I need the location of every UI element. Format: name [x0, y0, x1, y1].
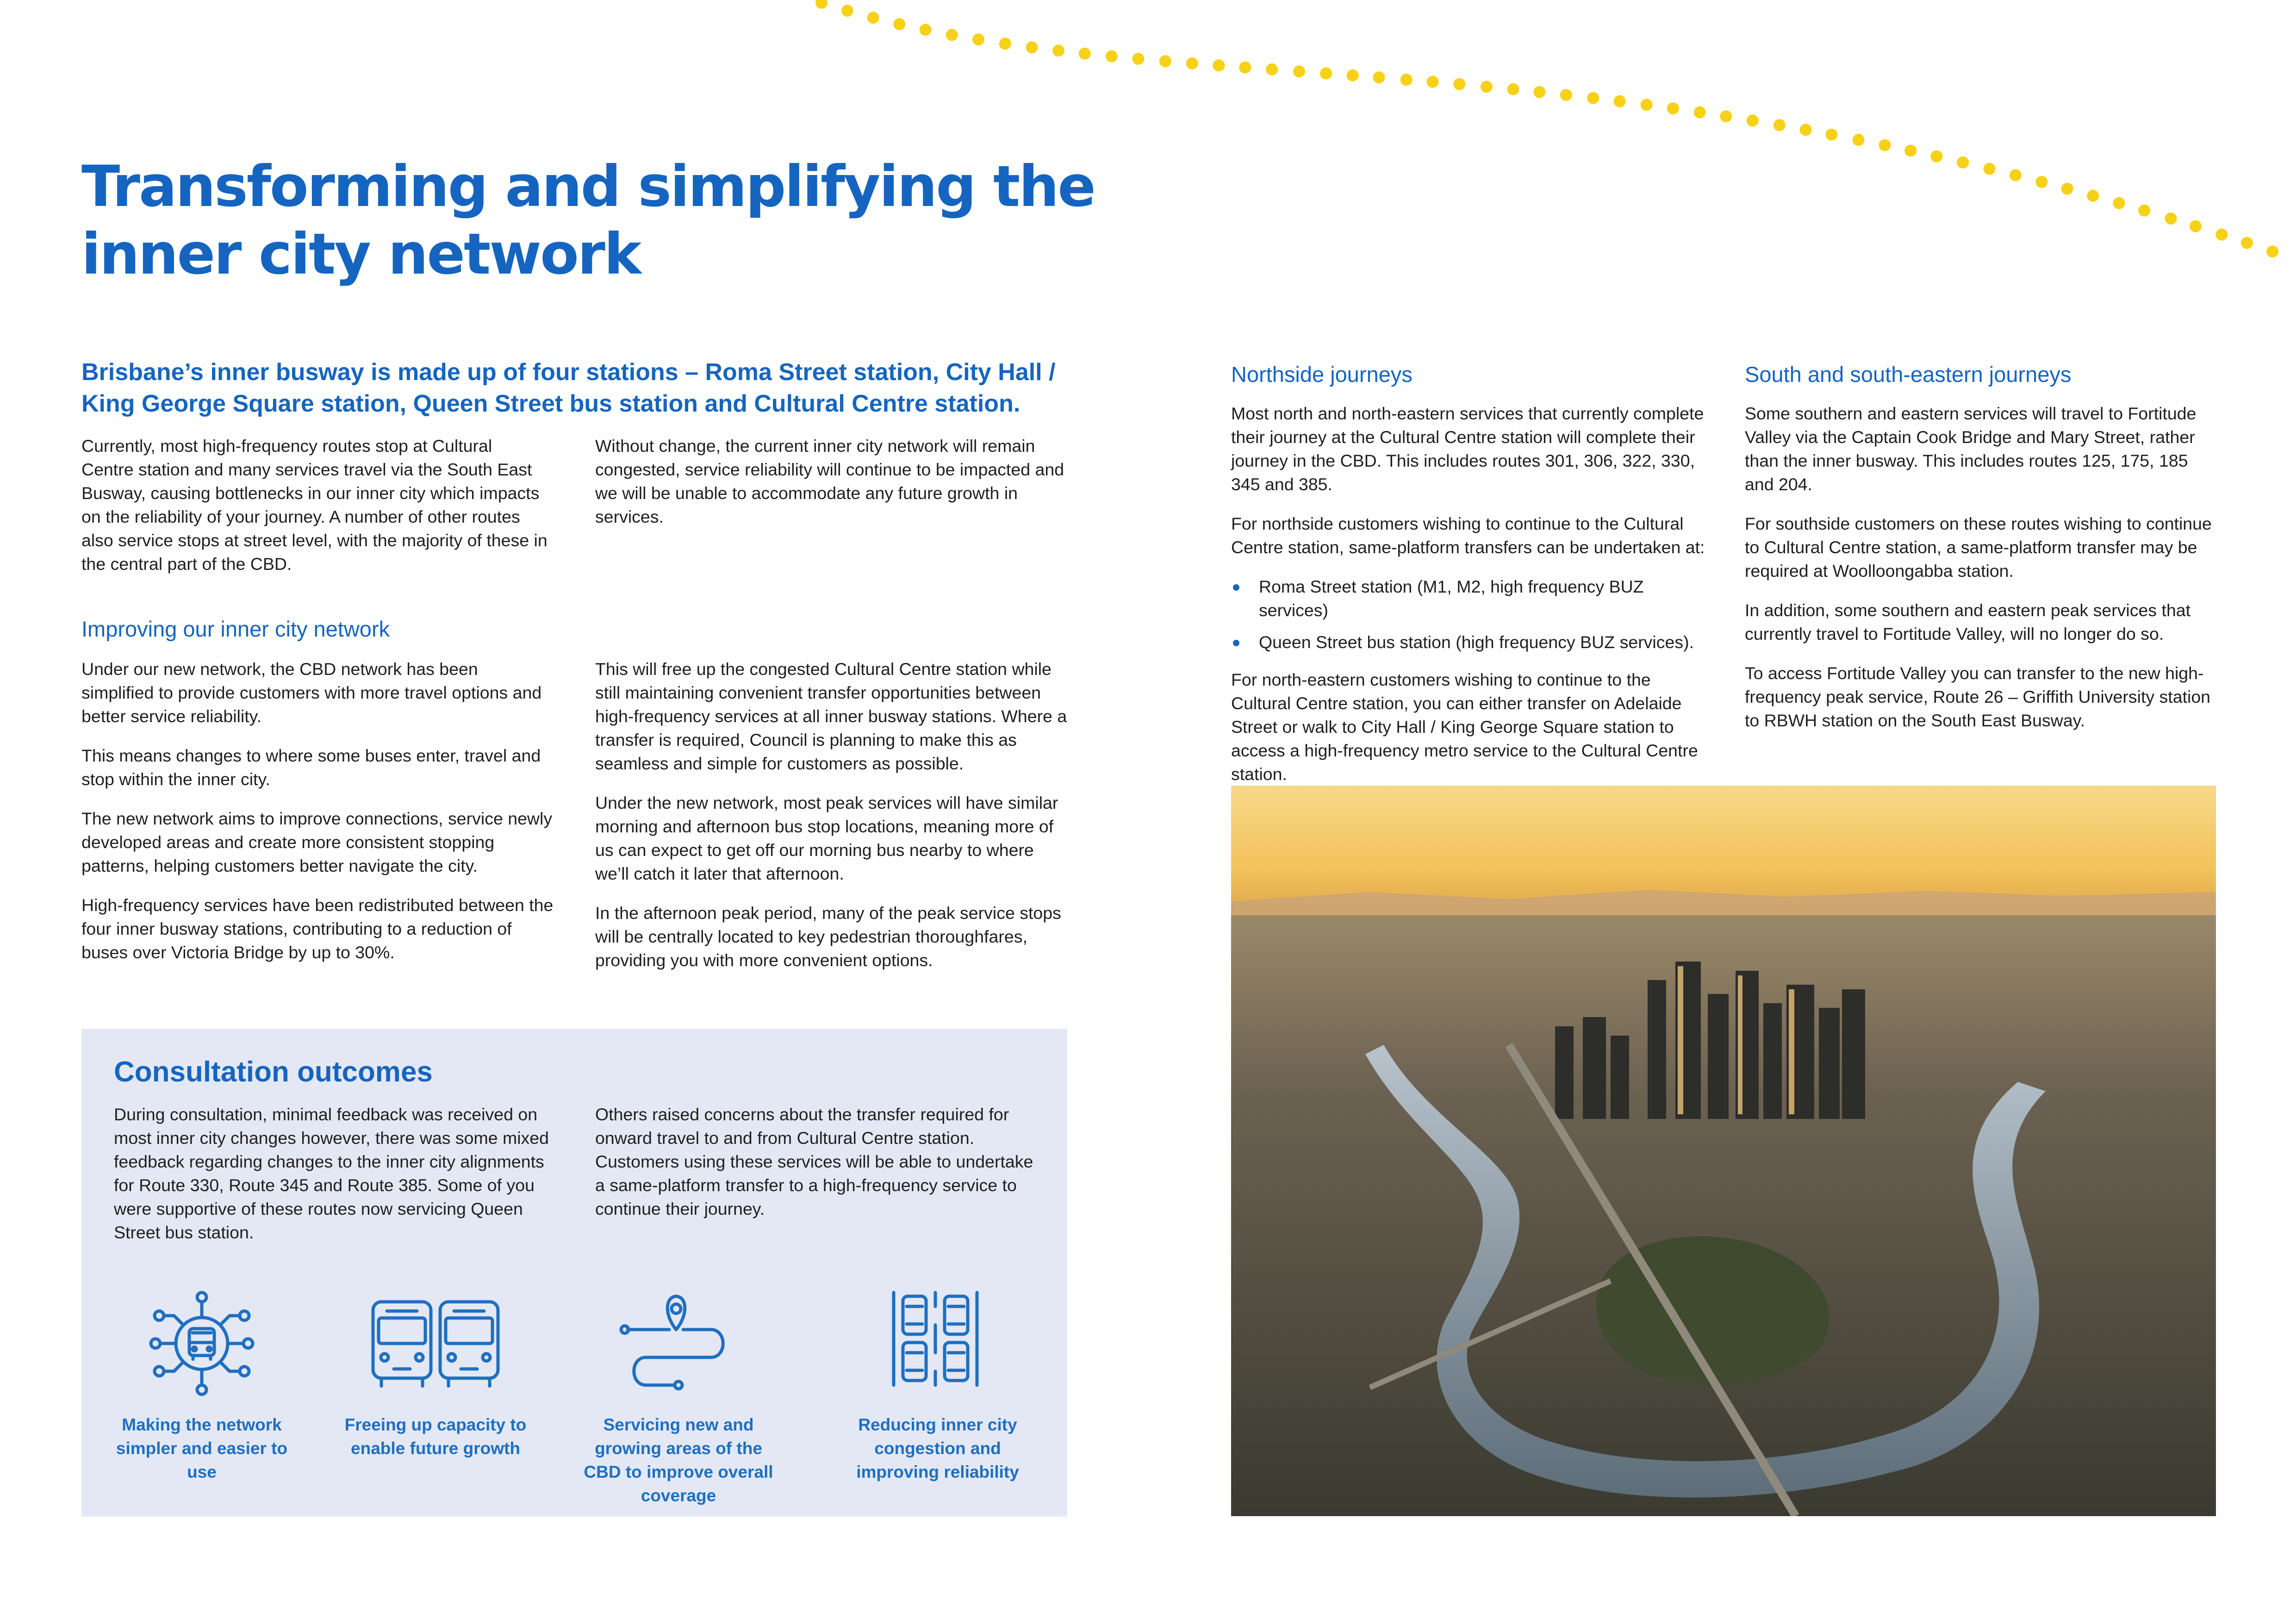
decorative-dot	[1427, 76, 1439, 88]
decorative-dot	[1132, 53, 1144, 65]
southside-paragraph: In addition, some southern and eastern peak services that currently travel to Fortitude Valley, will no longer do so.	[1745, 600, 2191, 643]
northside-bullet: Queen Street bus station (high frequency BUZ services).	[1231, 631, 1712, 654]
decorative-dot	[1800, 124, 1812, 136]
route-pin-icon	[618, 1288, 734, 1399]
decorative-dot	[1106, 50, 1118, 62]
lead-paragraph: Brisbane’s inner busway is made up of four stations – Roma Street station, City Hall / King George Square station, Queen Street bus station and Cultural Centre station.	[81, 359, 1056, 417]
decorative-dot	[1904, 144, 1916, 156]
decorative-dot	[920, 24, 932, 36]
intro-column-1	[81, 434, 549, 592]
decorative-dot	[1825, 129, 1837, 141]
decorative-dot	[2215, 229, 2228, 241]
decorative-dot	[1694, 106, 1706, 119]
improving-column-1	[81, 657, 554, 980]
decorative-dot	[1052, 44, 1064, 56]
southside-paragraph: To access Fortitude Valley you can transfer to the new high-frequency peak service, Route 26 – Griffith University station to RBWH station on the South East Busway.	[1745, 663, 2211, 730]
decorative-dot	[1186, 57, 1198, 69]
decorative-dot	[2241, 237, 2253, 249]
improving-paragraph: This will free up the congested Cultural Centre station while still maintaining convenient transfer opportunities between high-frequency services at all inner busway stations. Where a transfer is required, Council is planning to make this as seamless and simple for customers as possible.	[595, 659, 1067, 773]
decorative-dot	[815, 0, 828, 9]
decorative-dot	[1481, 81, 1493, 93]
decorative-dot	[867, 12, 879, 24]
northside-paragraph-2: For northside customers wishing to continue to the Cultural Centre station, same-platform transfers can be undertaken at:	[1231, 514, 1705, 557]
decorative-dot	[1747, 115, 1759, 127]
decorative-dot	[1533, 86, 1545, 98]
decorative-dot	[1373, 71, 1385, 83]
intro-paragraph-2: Without change, the current inner city network will remain congested, service reliability will continue to be impacted and we will be unable to accommodate any future growth in services.	[595, 436, 1064, 526]
decorative-dot	[2113, 197, 2125, 209]
decorative-dot	[1266, 63, 1278, 75]
decorative-dot	[1720, 110, 1732, 122]
decorative-dot	[1293, 65, 1305, 77]
southside-heading: South and south-eastern journeys	[1745, 362, 2072, 387]
decorative-dot	[1347, 69, 1359, 81]
page-title-line-2: inner city network	[81, 221, 641, 287]
intro-column-2	[595, 434, 1067, 544]
improving-paragraph: Under the new network, most peak services will have similar morning and afternoon bus stop locations, meaning more of us can expect to get off our morning bus nearby to where we’ll catch it later that afternoon.	[595, 793, 1058, 883]
decorative-dot	[2087, 190, 2099, 202]
northside-paragraph-3: For north-eastern customers wishing to continue to the Cultural Centre station, you can either transfer on Adelaide Street or walk to City Hall / King George Square station to access a high-frequency metro service to the Cultural Centre station.	[1231, 670, 1698, 784]
decorative-dot	[2138, 205, 2150, 217]
improving-column-2	[595, 657, 1072, 988]
decorative-dot	[1930, 150, 1942, 162]
improving-paragraph: This means changes to where some buses enter, travel and stop within the inner city.	[81, 746, 541, 789]
outcome-caption-1: Making the network simpler and easier to use	[116, 1415, 288, 1481]
decorative-dot	[2061, 183, 2073, 195]
decorative-dot	[1159, 55, 1171, 67]
decorative-dot	[972, 33, 984, 45]
southside-column	[1745, 402, 2221, 748]
northside-bullet: Roma Street station (M1, M2, high frequency BUZ services)	[1231, 575, 1712, 622]
decorative-dot	[841, 5, 853, 17]
decorative-dot	[999, 37, 1011, 50]
decorative-dot	[1773, 119, 1786, 131]
improving-paragraph: The new network aims to improve connections, service newly developed areas and create more consistent stopping patterns, helping customers better navigate the city.	[81, 809, 553, 875]
decorative-dot	[893, 18, 905, 30]
decorative-dot	[2035, 176, 2047, 188]
consultation-panel	[81, 1029, 1067, 1517]
intro-paragraph-1: Currently, most high-frequency routes stop at Cultural Centre station and many services travel via the South East Busway, causing bottlenecks in our inner city which impacts on the reliability of your journey. A number of other routes also service stops at street level, with the majority of these in the central part of the CBD.	[81, 436, 548, 574]
decorative-dot	[1320, 68, 1332, 80]
decorative-dot	[1560, 89, 1572, 101]
decorative-dot	[1453, 78, 1465, 90]
improving-heading: Improving our inner city network	[81, 617, 390, 641]
decorative-dot	[1400, 74, 1412, 86]
decorative-dot	[1641, 99, 1653, 111]
outcome-caption-4: Reducing inner city congestion and improving reliability	[856, 1415, 1019, 1481]
decorative-dot	[2010, 169, 2022, 181]
page-title-line-1: Transforming and simplifying the	[81, 154, 1095, 219]
decorative-dot	[1213, 59, 1225, 71]
decorative-dot	[1507, 83, 1519, 95]
northside-bullet-list	[1231, 575, 1712, 654]
decorative-dot	[1079, 48, 1091, 60]
two-buses-icon	[368, 1297, 503, 1390]
southside-paragraph: For southside customers on these routes wishing to continue to Cultural Centre station, a same-platform transfer may be required at Woolloongabba station.	[1745, 514, 2212, 581]
consultation-paragraph-1: During consultation, minimal feedback was received on most inner city changes however, there was some mixed feedback regarding changes to the inner city alignments for Route 330, Route 345 and Route 385. Some of you were supportive of these routes now servicing Queen Street bus station.	[114, 1105, 549, 1242]
improving-paragraph: In the afternoon peak period, many of the peak service stops will be centrally located to key pedestrian thoroughfares, providing you with more convenient options.	[595, 903, 1061, 970]
consultation-heading: Consultation outcomes	[114, 1056, 433, 1088]
northside-paragraph-1: Most north and north-eastern services that currently complete their journey at the Cultural Centre station will complete their journey in the CBD. This includes routes 301, 306, 322, 330, 345 and 385.	[1231, 404, 1704, 494]
southside-paragraph: Some southern and eastern services will travel to Fortitude Valley via the Captain Cook Bridge and Mary Street, rather than the inner busway. This includes routes 125, 175, 185 and 204.	[1745, 404, 2196, 494]
decorative-dot	[946, 29, 958, 41]
bus-lanes-icon	[889, 1288, 982, 1390]
outcome-caption-2: Freeing up capacity to enable future growth	[344, 1415, 527, 1458]
decorative-dot	[2165, 212, 2177, 225]
consultation-column-2	[595, 1103, 1039, 1237]
decorative-dot	[1239, 62, 1251, 74]
improving-paragraph: Under our new network, the CBD network has been simplified to provide customers with more travel options and better service reliability.	[81, 659, 542, 726]
consultation-paragraph-2: Others raised concerns about the transfer required for onward travel to and from Cultural Centre station. Customers using these services will be able to undertake a same-platform transfer to a high-frequency service to continue their journey.	[595, 1105, 1033, 1218]
consultation-column-1	[114, 1103, 558, 1260]
northside-heading: Northside journeys	[1231, 362, 1412, 387]
decorative-dot	[1587, 92, 1599, 104]
aerial-city-photo	[1231, 786, 2216, 1516]
decorative-dot	[1853, 134, 1865, 146]
page-title	[81, 153, 1100, 288]
decorative-dot	[2266, 245, 2278, 257]
decorative-dot	[1957, 156, 1969, 169]
decorative-dot	[1984, 163, 1996, 175]
decorative-dot	[1614, 95, 1626, 107]
bus-network-icon	[146, 1288, 257, 1399]
decorative-dot	[1879, 139, 1891, 151]
outcome-caption-3: Servicing new and growing areas of the CBD to improve overall coverage	[584, 1415, 773, 1505]
decorative-dot	[1026, 41, 1038, 53]
northside-column	[1231, 402, 1712, 802]
decorative-dot	[1667, 102, 1679, 114]
improving-paragraph: High-frequency services have been redistributed between the four inner busway stations, contributing to a reduction of buses over Victoria Bridge by up to 30%.	[81, 895, 554, 962]
decorative-dot	[2190, 220, 2202, 232]
